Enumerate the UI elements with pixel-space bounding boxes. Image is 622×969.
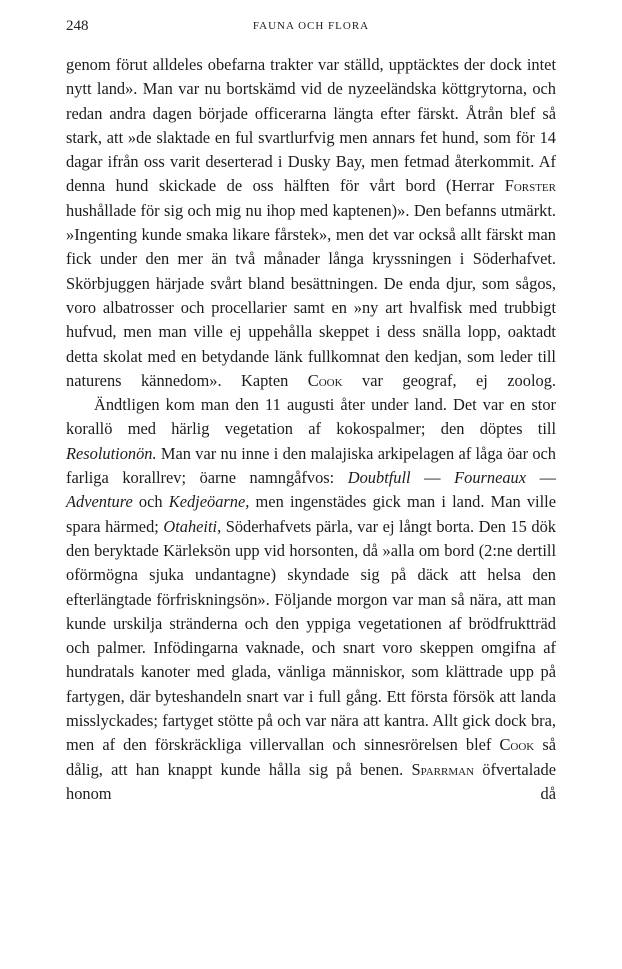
island-name: Resolutionön. [66, 443, 157, 463]
text-run: — [410, 468, 455, 488]
island-name: Fourneaux [454, 468, 527, 488]
running-title: FAUNA OCH FLORA [252, 20, 370, 32]
page-number: 248 [66, 18, 89, 34]
text-run: hushållade för sig och mig nu ihop med kaptenen)». Den befanns utmärkt. »Ingenting kunde smaka likare fårstek», men det var också allt färskt man fick under den mer än två månader långa kryssningen i Söderhafvet. Skörbjuggen härjade svårt bland besättningen. De enda djur, som sågos, voro albatrosser och procellarier samt en »ny art hvalfisk med trubbigt hufvud, men man ville ej uppehålla skeppet i dess snälla lopp, oaktadt detta skolat med en betydande länk fullkomnat den kedjan, som leder till naturens kännedom». Kapten [66, 200, 556, 390]
text-run: Ändtligen kom man den 11 augusti åter under land. Det var en stor korallö med härlig vegetation af kokospalmer; den döptes till [66, 395, 556, 439]
paragraph [66, 393, 556, 806]
person-name: Sparrman [411, 759, 475, 779]
text-run: — [526, 468, 556, 488]
person-name: Forster [504, 176, 556, 196]
body-text [66, 53, 556, 806]
text-run: genom förut alldeles obefarna trakter var ställd, upptäcktes der dock intet nytt land». Man var nu bortskämd vid de nyzeeländska köttgrytorna, och redan andra dagen började officerarna längta efter färskt. Åtrån blef så stark, att »de slaktade en ful svartlurfvig men annars fet hund, som för 14 dagar ifrån oss varit deserterad i Dusky Bay, men fetmad återkommit. Af denna hund skickade de oss hälften för vårt bord (Herrar [66, 55, 556, 196]
island-name: Otaheiti, [163, 516, 222, 536]
text-run: var geograf, ej zoolog. [342, 370, 556, 390]
text-run: Man var nu inne i den malajiska arkipelagen af låga öar och farliga korallrev; öarne namngåfvos: [66, 443, 556, 488]
text-run: så dålig, att han knappt kunde hålla sig på benen. [66, 735, 556, 779]
island-name: Doubtfull [347, 468, 411, 488]
paragraph [66, 53, 556, 393]
text-run: och [132, 492, 169, 512]
text-run: öfvertalade honom då [66, 759, 556, 803]
person-name: Cook [499, 735, 535, 755]
page-header [66, 18, 556, 38]
text-run: men ingenstädes gick man i land. Man ville spara härmed; [66, 492, 556, 536]
island-name: Adventure [66, 492, 133, 512]
text-run: Söderhafvets pärla, var ej långt borta. Den 15 dök den beryktade Kärleksön upp vid horsonten, då »alla om bord (2:ne dertill oförmögna sjuka undantagne) skyndade sig på däck att helsa den efterlängtade förfriskningsön». Följande morgon var man så nära, att man kunde urskilja stränderna och den yppiga vegetationen af brödfruktträd och palmer. Infödingarna vaknade, och snart voro skeppen omgifna af hundratals kanoter med glada, vänliga människor, som klättrade upp på fartygen, där byteshandeln snart var i full gång. Ett första försök att landa misslyckades; fartyget stötte på och var nära att kantra. Allt gick dock bra, men af den förskräckliga villervallan och sinnesrörelsen blef [66, 516, 556, 755]
person-name: Cook [307, 370, 343, 390]
island-name: Kedjeöarne, [168, 492, 250, 512]
